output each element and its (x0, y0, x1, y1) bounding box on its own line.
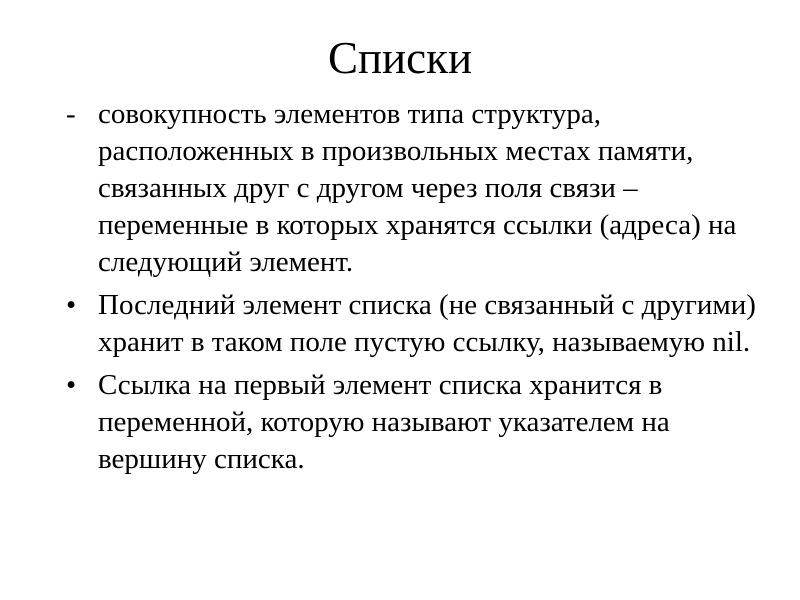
bullet-item (60, 287, 760, 361)
bullet-item (60, 96, 760, 281)
bullet-item (60, 367, 760, 478)
bullet-marker: • (66, 289, 77, 321)
slide-title: Списки (327, 33, 473, 83)
bullet-text: Последний элемент списка (не связанный с другими) хранит в таком поле пустую ссылку, называемую nil. (98, 289, 756, 358)
bullet-marker: • (66, 369, 77, 401)
bullet-text: Ссылка на первый элемент списка хранится в переменной, которую называют указателем на вершину списка. (98, 369, 670, 475)
bullet-list (60, 96, 760, 484)
bullet-text: совокупность элементов типа структура, расположенных в произвольных местах памяти, связанных друг с другом через поля связи – переменные в которых хранятся ссылки (адреса) на следующий элемент. (98, 98, 737, 278)
dash-marker: - (66, 98, 76, 130)
